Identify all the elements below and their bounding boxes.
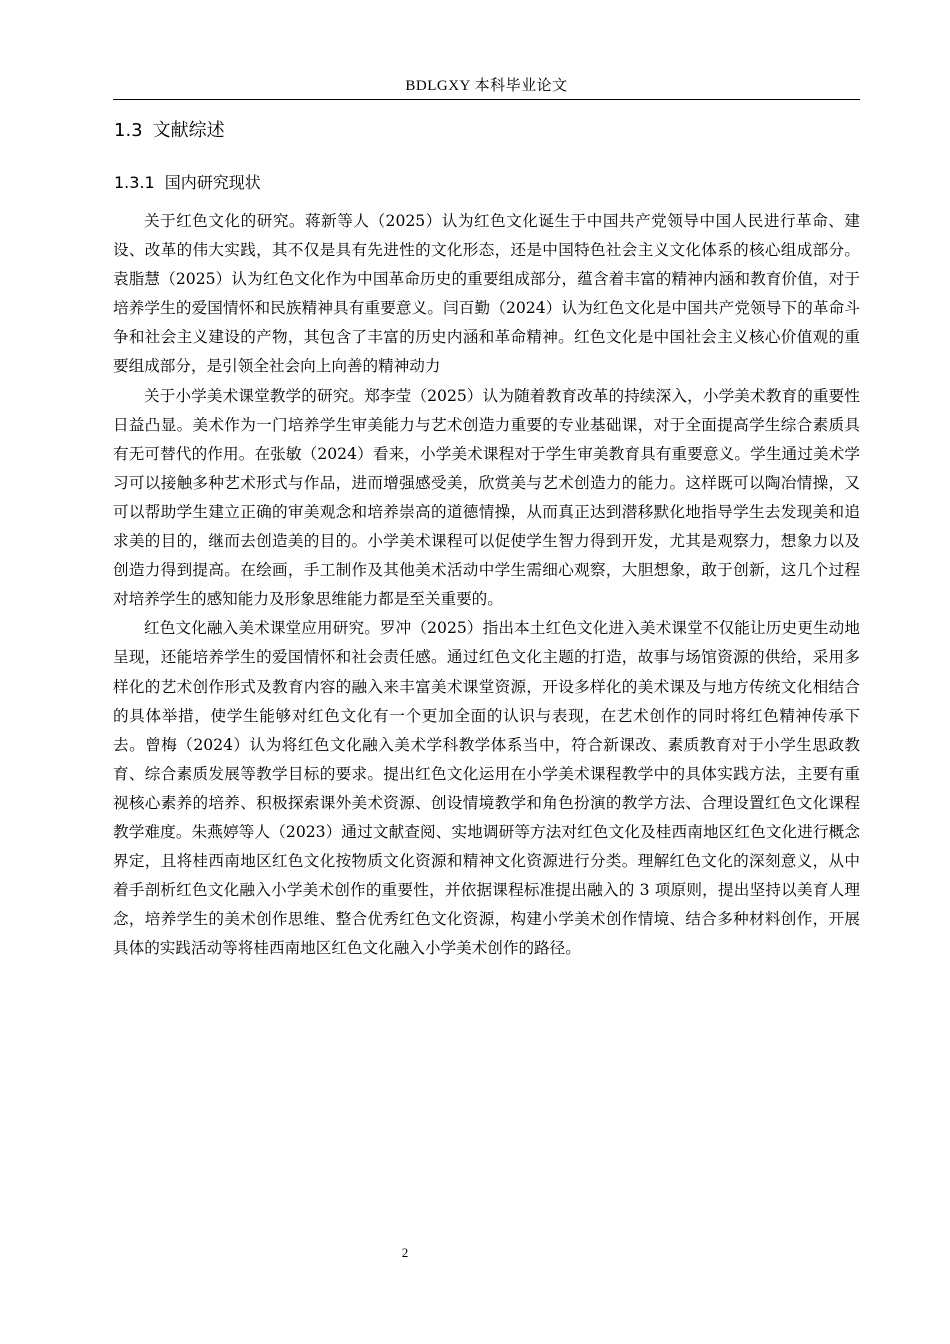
running-header: BDLGXY 本科毕业论文 xyxy=(405,78,568,94)
header-rule xyxy=(113,99,860,100)
paragraph-art-teaching: 关于小学美术课堂教学的研究。郑李莹（2025）认为随着教育改革的持续深入，小学美术教育的重要性日益凸显。美术作为一门培养学生审美能力与艺术创造力重要的专业基础课，对于全面提高学生综合素质具有无可替代的作用。在张敏（2024）看来，小学美术课程对于学生审美教育具有重要意义。学生通过美术学习可以接触多种艺术形式与作品，进而增强感受美，欣赏美与艺术创造力的能力。这样既可以陶冶情操，又可以帮助学生建立正确的审美观念和培养崇高的道德情操，从而真正达到潜移默化地指导学生去发现美和追求美的目的，继而去创造美的目的。小学美术课程可以促使学生智力得到开发，尤其是观察力，想象力以及创造力得到提高。在绘画，手工制作及其他美术活动中学生需细心观察，大胆想象，敢于创新，这几个过程对培养学生的感知能力及形象思维能力都是至关重要的。 xyxy=(113,386,860,609)
subsection-heading xyxy=(114,168,261,198)
body-text xyxy=(113,207,860,963)
paragraph-red-culture: 关于红色文化的研究。蒋新等人（2025）认为红色文化诞生于中国共产党领导中国人民进行革命、建设、改革的伟大实践，其不仅是具有先进性的文化形态，还是中国特色社会主义文化体系的核心组成部分。袁脂慧（2025）认为红色文化作为中国革命历史的重要组成部分，蕴含着丰富的精神内涵和教育价值，对于培养学生的爱国情怀和民族精神具有重要意义。闫百勤（2024）认为红色文化是中国共产党领导下的革命斗争和社会主义建设的产物，其包含了丰富的历史内涵和革命精神。红色文化是中国社会主义核心价值观的重要组成部分，是引领全社会向上向善的精神动力 xyxy=(113,212,860,376)
subsection-title: 国内研究现状 xyxy=(164,173,261,192)
page-number: 2 xyxy=(401,1245,409,1260)
section-heading xyxy=(114,116,225,146)
section-number: 1.3 xyxy=(114,120,143,141)
subsection-number: 1.3.1 xyxy=(114,173,155,192)
paragraph-integration: 红色文化融入美术课堂应用研究。罗冲（2025）指出本土红色文化进入美术课堂不仅能让历史更生动地呈现，还能培养学生的爱国情怀和社会责任感。通过红色文化主题的打造，故事与场馆资源的供给，采用多样化的艺术创作形式及教育内容的融入来丰富美术课堂资源，开设多样化的美术课及与地方传统文化相结合的具体举措，使学生能够对红色文化有一个更加全面的认识与表现，在艺术创作的同时将红色精神传承下去。曾梅（2024）认为将红色文化融入美术学科教学体系当中，符合新课改、素质教育对于小学生思政教育、综合素质发展等教学目标的要求。提出红色文化运用在小学美术课程教学中的具体实践方法，主要有重视核心素养的培养、积极探索课外美术资源、创设情境教学和角色扮演的教学方法、合理设置红色文化课程教学难度。朱燕婷等人（2023）通过文献查阅、实地调研等方法对红色文化及桂西南地区红色文化进行概念界定，且将桂西南地区红色文化按物质文化资源和精神文化资源进行分类。理解红色文化的深刻意义，从中着手剖析红色文化融入小学美术创作的重要性，并依据课程标准提出融入的 3 项原则，提出坚持以美育人理念，培养学生的美术创作思维、整合优秀红色文化资源，构建小学美术创作情境、结合多种材料创作，开展具体的实践活动等将桂西南地区红色文化融入小学美术创作的路径。 xyxy=(113,619,860,958)
section-title: 文献综述 xyxy=(152,120,225,141)
